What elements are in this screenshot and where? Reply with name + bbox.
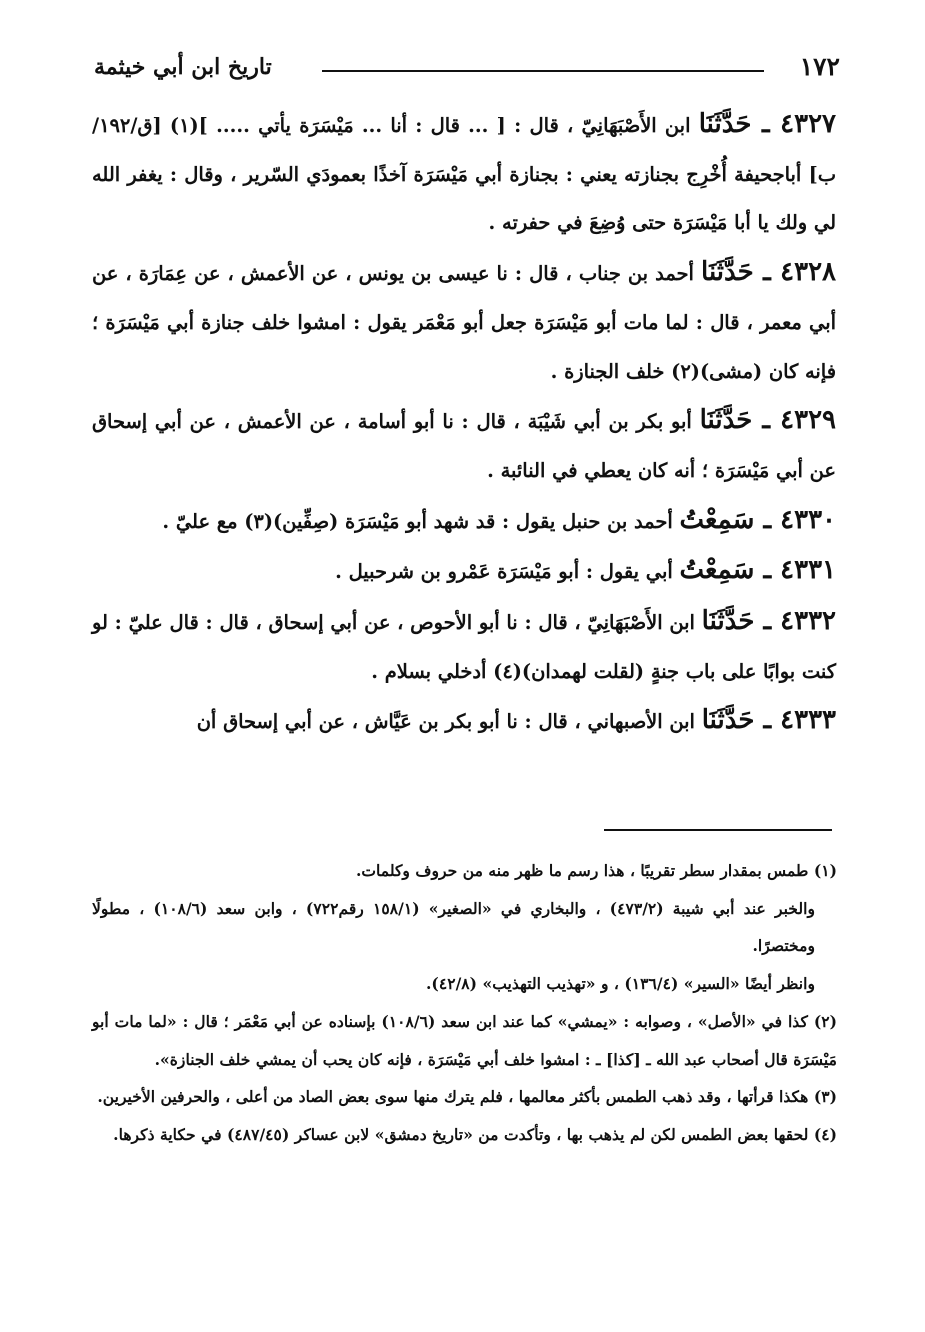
footnote-3: (٣) هكذا قرأتها ، وقد ذهب الطمس بأكثر معالمها ، فلم يترك منها سوى بعض الصاد من أعلى ، والحرفين الأخيرين. <box>97 1087 837 1107</box>
paragraph-text: أحمد بن جناب ، قال : نا عيسى بن يونس ، عن الأعمش ، عن عِمَارَة ، عن أبي معمر ، قال : لما مات أبو مَيْسَرَة جعل أبو مَعْمَر يقول : امشوا خلف جنازة أبي مَيْسَرَة ؛ فإنه كان (مشى)(٢) خلف الجنازة . <box>92 262 836 383</box>
footnote-2: (٢) كذا في «الأصل» ، وصوابه : «يمشي» كما عند ابن سعد (١٠٨/٦) بإسناده عن أبي مَعْمَر ؛ قال : «لما مات أبو مَيْسَرَة قال أصحاب عبد الله ـ [كذا] ـ : امشوا خلف أبي مَيْسَرَة ، فإنه كان يحب أن يمشي خلف الجنازة». <box>92 1011 837 1069</box>
page-number: ١٧٢ <box>799 52 840 81</box>
book-title: تاريخ ابن أبي خيثمة <box>94 54 272 80</box>
paragraph-text: أبي يقول : أبو مَيْسَرَة عَمْرو بن شرحبيل . <box>335 560 680 584</box>
paragraph-text: أبو بكر بن أبي شَيْبَة ، قال : نا أبو أسامة ، عن الأعمش ، عن أبي إسحاق عن أبي مَيْسَرَة ؛ أنه كان يعطي في النائبة . <box>92 410 836 482</box>
narration-lead: ٤٣٣٢ ـ حَدَّثَنَا <box>701 606 836 637</box>
paragraph-4329 <box>92 396 836 495</box>
footnote-1-continuation: والخبر عند أبي شيبة (٤٧٣/٢) ، والبخاري في «الصغير» (١٥٨/١ رقم٧٢٢) ، وابن سعد (١٠٨/٦) ، مطولًا ومختصرًا. <box>92 898 815 956</box>
narration-lead: ٤٣٢٨ ـ حَدَّثَنَا <box>701 257 836 288</box>
footnote-separator <box>604 829 832 831</box>
narration-lead: ٤٣٣١ ـ سَمِعْتُ <box>679 555 836 586</box>
paragraph-4327 <box>92 100 836 248</box>
main-text <box>92 100 836 840</box>
paragraph-4332 <box>92 597 836 696</box>
header-rule <box>322 70 764 72</box>
footnote-1-continuation: وانظر أيضًا «السير» (١٣٦/٤) ، و «تهذيب التهذيب» (٤٢/٨). <box>426 974 815 994</box>
footnote-1: (١) طمس بمقدار سطر تقريبًا ، هذا رسم ما ظهر منه من حروف وكلمات. <box>355 861 837 880</box>
paragraph-text: أحمد بن حنبل يقول : قد شهد أبو مَيْسَرَة (صِفِّين)(٣) مع عليّ . <box>162 509 680 533</box>
footnotes <box>92 852 837 1154</box>
narration-lead: ٤٣٢٧ ـ حَدَّثَنَا <box>698 109 837 139</box>
narration-lead: ٤٣٣٠ ـ سَمِعْتُ <box>679 504 836 535</box>
narration-lead: ٤٣٢٩ ـ حَدَّثَنَا <box>699 405 836 436</box>
paragraph-text: ابن الأَصْبَهَانِيّ ، قال : [ ... قال : أنا ... مَيْسَرَة يأتي ..... ](١) [ق/١٩٢/ب] أباجحيفة أُخْرِج بجنازته يعني : بجنازة أبي مَيْسَرَة آخذًا بعمودَي السّرير ، وقال : يغفر الله لي ولك يا أبا مَيْسَرَة حتى وُضِعَ في حفرته . <box>92 114 836 235</box>
narration-lead: ٤٣٣٣ ـ حَدَّثَنَا <box>701 705 836 736</box>
paragraph-4333 <box>92 696 836 747</box>
paragraph-text: ابن الأَصْبَهَانِيّ ، قال : نا أبو الأحوص ، عن أبي إسحاق ، قال : قال عليّ : لو كنت بوابًا على باب جنةٍ (لقلت لهمدان)(٤) أدخلي بسلام . <box>92 611 836 683</box>
footnote-4: (٤) لحقها بعض الطمس لكن لم يذهب بها ، وتأكدت من «تاريخ دمشق» لابن عساكر (٤٨٧/٤٥) في حكاية ذكرها. <box>113 1124 837 1144</box>
paragraph-text: ابن الأصبهاني ، قال : نا أبو بكر بن عَيَّاش ، عن أبي إسحاق أن <box>196 710 702 734</box>
page-header <box>80 52 840 92</box>
paragraph-4328 <box>92 248 836 396</box>
paragraph-4331 <box>92 546 836 597</box>
paragraph-4330 <box>92 496 836 547</box>
